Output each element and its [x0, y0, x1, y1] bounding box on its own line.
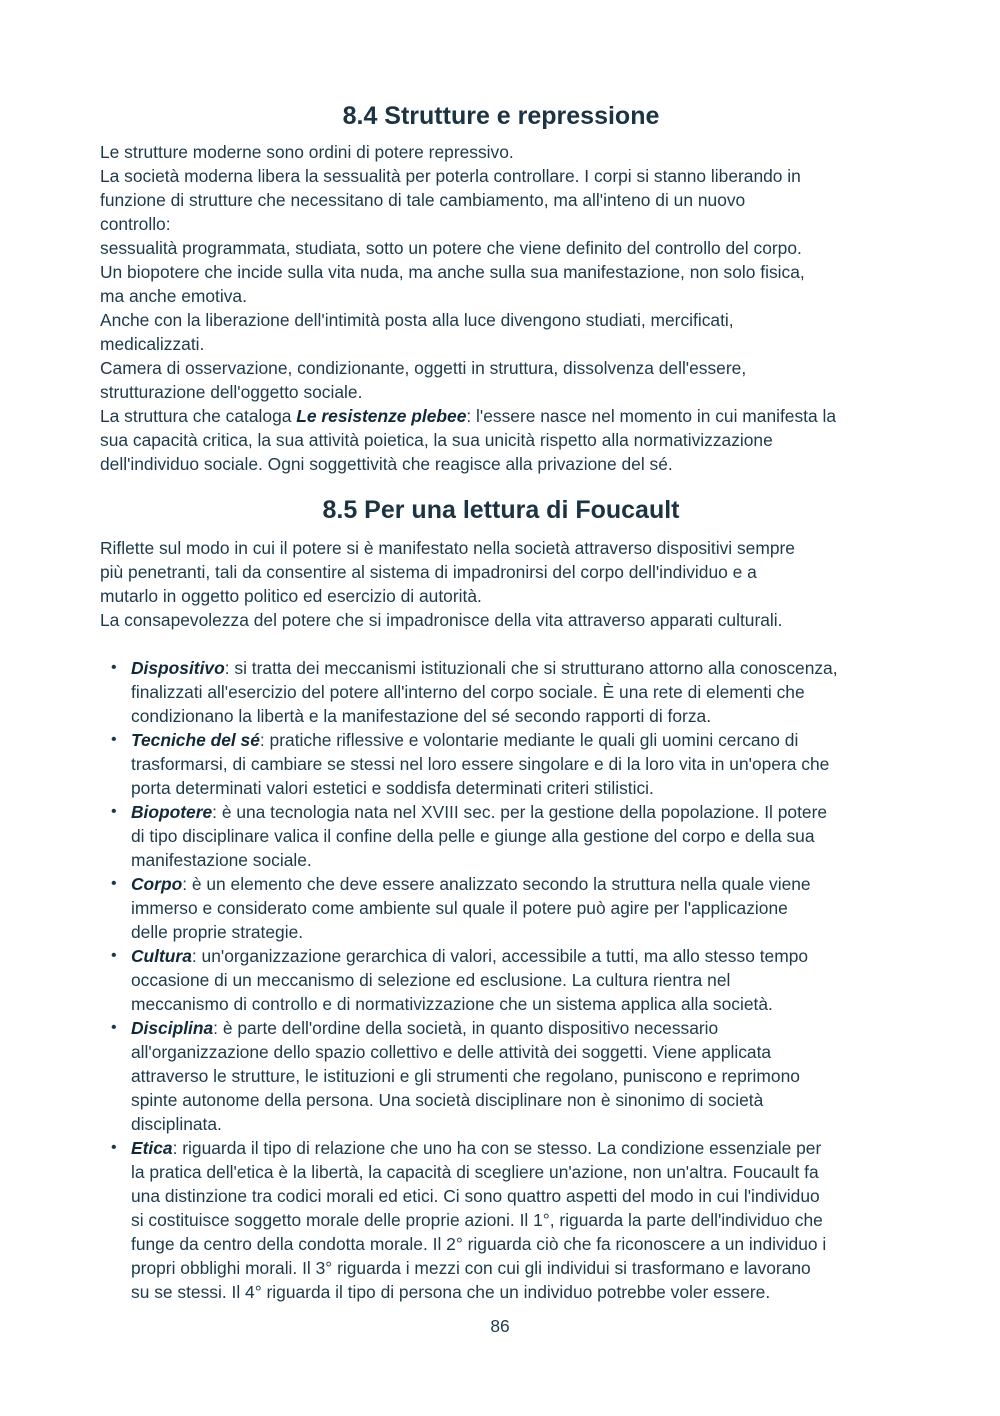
term-label: Cultura [131, 946, 192, 966]
page-body [100, 96, 902, 1304]
page-number: 86 [490, 1316, 510, 1336]
term-label: Disciplina [131, 1018, 214, 1038]
text-line: mutarlo in oggetto politico ed esercizio di autorità. [100, 586, 482, 606]
list-item-line [131, 1136, 902, 1160]
list-item-biopotere [100, 800, 902, 872]
list-item-line [131, 1016, 902, 1040]
text-line: ma anche emotiva. [100, 286, 247, 306]
term-label: Biopotere [131, 802, 213, 822]
list-item-line: propri obblighi morali. Il 3° riguarda i mezzi con cui gli individui si trasformano e lavorano [131, 1258, 811, 1278]
glossary-list [100, 656, 902, 1304]
term-text: : è una tecnologia nata nel XVIII sec. per la gestione della popolazione. Il potere [212, 802, 828, 822]
list-item-line: una distinzione tra codici morali ed etici. Ci sono quattro aspetti del modo in cui l'individuo [131, 1186, 820, 1206]
list-item-line: attraverso le strutture, le istituzioni e gli strumenti che regolano, puniscono e reprimono [131, 1066, 800, 1086]
list-item-disciplina [100, 1016, 902, 1136]
term-text: : è un elemento che deve essere analizzato secondo la struttura nella quale viene [182, 874, 811, 894]
bullet-icon: • [111, 1139, 117, 1156]
list-item-dispositivo [100, 656, 902, 728]
list-item-line: spinte autonome della persona. Una società disciplinare non è sinonimo di società [131, 1090, 764, 1110]
paragraph-foucault [100, 536, 902, 632]
term-label: Etica [131, 1138, 173, 1158]
text-line-resistenze [100, 404, 902, 428]
term-label: Corpo [131, 874, 183, 894]
list-item-line: manifestazione sociale. [131, 850, 312, 870]
bullet-icon: • [111, 875, 117, 892]
text-line: La società moderna libera la sessualità per poterla controllare. I corpi si stanno liberando in [100, 166, 801, 186]
list-item-line: delle proprie strategie. [131, 922, 304, 942]
list-item-line [131, 800, 902, 824]
term-text: : si tratta dei meccanismi istituzionali che si strutturano attorno alla conoscenza, [224, 658, 838, 678]
bullet-icon: • [111, 731, 117, 748]
list-item-line [131, 872, 902, 896]
list-item-line: disciplinata. [131, 1114, 222, 1134]
text-line: dell'individuo sociale. Ogni soggettività che reagisce alla privazione del sé. [100, 454, 673, 474]
bullet-icon: • [111, 947, 117, 964]
list-item-line [131, 944, 902, 968]
section-heading-foucault: 8.5 Per una lettura di Foucault [322, 496, 680, 524]
text-line: Camera di osservazione, condizionante, oggetti in struttura, dissolvenza dell'essere, [100, 358, 747, 378]
list-item-line [131, 728, 902, 752]
bullet-icon: • [111, 803, 117, 820]
list-item-line: all'organizzazione dello spazio collettivo e delle attività dei soggetti. Viene applicata [131, 1042, 772, 1062]
text-line: funzione di strutture che necessitano di tale cambiamento, ma all'inteno di un nuovo [100, 190, 746, 210]
term-text: : è parte dell'ordine della società, in quanto dispositivo necessario [213, 1018, 719, 1038]
term-resistenze-plebee: Le resistenze plebee [296, 406, 467, 426]
text-fragment: : l'essere nasce nel momento in cui manifesta la [466, 406, 837, 426]
text-line: Riflette sul modo in cui il potere si è manifestato nella società attraverso dispositivi sempre [100, 538, 795, 558]
list-item-line: la pratica dell'etica è la libertà, la capacità di scegliere un'azione, non un'altra. Foucault fa [131, 1162, 819, 1182]
list-item-line: di tipo disciplinare valica il confine della pelle e giunge alla gestione del corpo e della sua [131, 826, 815, 846]
list-item-tecniche-del-se [100, 728, 902, 800]
text-line: sessualità programmata, studiata, sotto un potere che viene definito del controllo del corpo. [100, 238, 802, 258]
list-item-line [131, 656, 902, 680]
text-line: strutturazione dell'oggetto sociale. [100, 382, 363, 402]
term-label: Tecniche del sé [131, 730, 260, 750]
list-item-line: immerso e considerato come ambiente sul quale il potere può agire per l'applicazione [131, 898, 788, 918]
list-item-line: occasione di un meccanismo di selezione ed esclusione. La cultura rientra nel [131, 970, 731, 990]
bullet-icon: • [111, 659, 117, 676]
section-heading-strutture: 8.4 Strutture e repressione [342, 102, 660, 130]
term-label: Dispositivo [131, 658, 225, 678]
list-item-line: condizionano la libertà e la manifestazione del sé secondo rapporti di forza. [131, 706, 712, 726]
bullet-icon: • [111, 1019, 117, 1036]
text-line: più penetranti, tali da consentire al sistema di impadronirsi del corpo dell'individuo e a [100, 562, 757, 582]
text-line: Anche con la liberazione dell'intimità posta alla luce divengono studiati, mercificati, [100, 310, 734, 330]
text-line: Un biopotere che incide sulla vita nuda, ma anche sulla sua manifestazione, non solo fisica, [100, 262, 805, 282]
list-item-line: meccanismo di controllo e di normativizzazione che un sistema applica alla società. [131, 994, 773, 1014]
term-text: : un'organizzazione gerarchica di valori, accessibile a tutti, ma allo stesso tempo [191, 946, 809, 966]
list-item-line: porta determinati valori estetici e soddisfa determinati criteri stilistici. [131, 778, 654, 798]
text-line: sua capacità critica, la sua attività poietica, la sua unicità rispetto alla normativizzazione [100, 430, 773, 450]
paragraph-strutture [100, 140, 902, 476]
term-text: : riguarda il tipo di relazione che uno ha con se stesso. La condizione essenziale per [172, 1138, 822, 1158]
list-item-cultura [100, 944, 902, 1016]
text-fragment: La struttura che cataloga [100, 406, 297, 426]
list-item-line: trasformarsi, di cambiare se stessi nel loro essere singolare e di la loro vita in un'opera che [131, 754, 830, 774]
list-item-line: finalizzati all'esercizio del potere all'interno del corpo sociale. È una rete di elementi che [131, 682, 805, 702]
text-line: Le strutture moderne sono ordini di potere repressivo. [100, 142, 514, 162]
term-text: : pratiche riflessive e volontarie mediante le quali gli uomini cercano di [259, 730, 799, 750]
text-line: La consapevolezza del potere che si impadronisce della vita attraverso apparati culturali. [100, 610, 783, 630]
list-item-line: su se stessi. Il 4° riguarda il tipo di persona che un individuo potrebbe voler essere. [131, 1282, 771, 1302]
paragraph-spacer [100, 632, 902, 656]
text-line: medicalizzati. [100, 334, 205, 354]
list-item-etica [100, 1136, 902, 1304]
list-item-corpo [100, 872, 902, 944]
list-item-line: si costituisce soggetto morale delle proprie azioni. Il 1°, riguarda la parte dell'individuo che [131, 1210, 823, 1230]
text-line: controllo: [100, 214, 171, 234]
list-item-line: funge da centro della condotta morale. Il 2° riguarda ciò che fa riconoscere a un individuo i [131, 1234, 827, 1254]
